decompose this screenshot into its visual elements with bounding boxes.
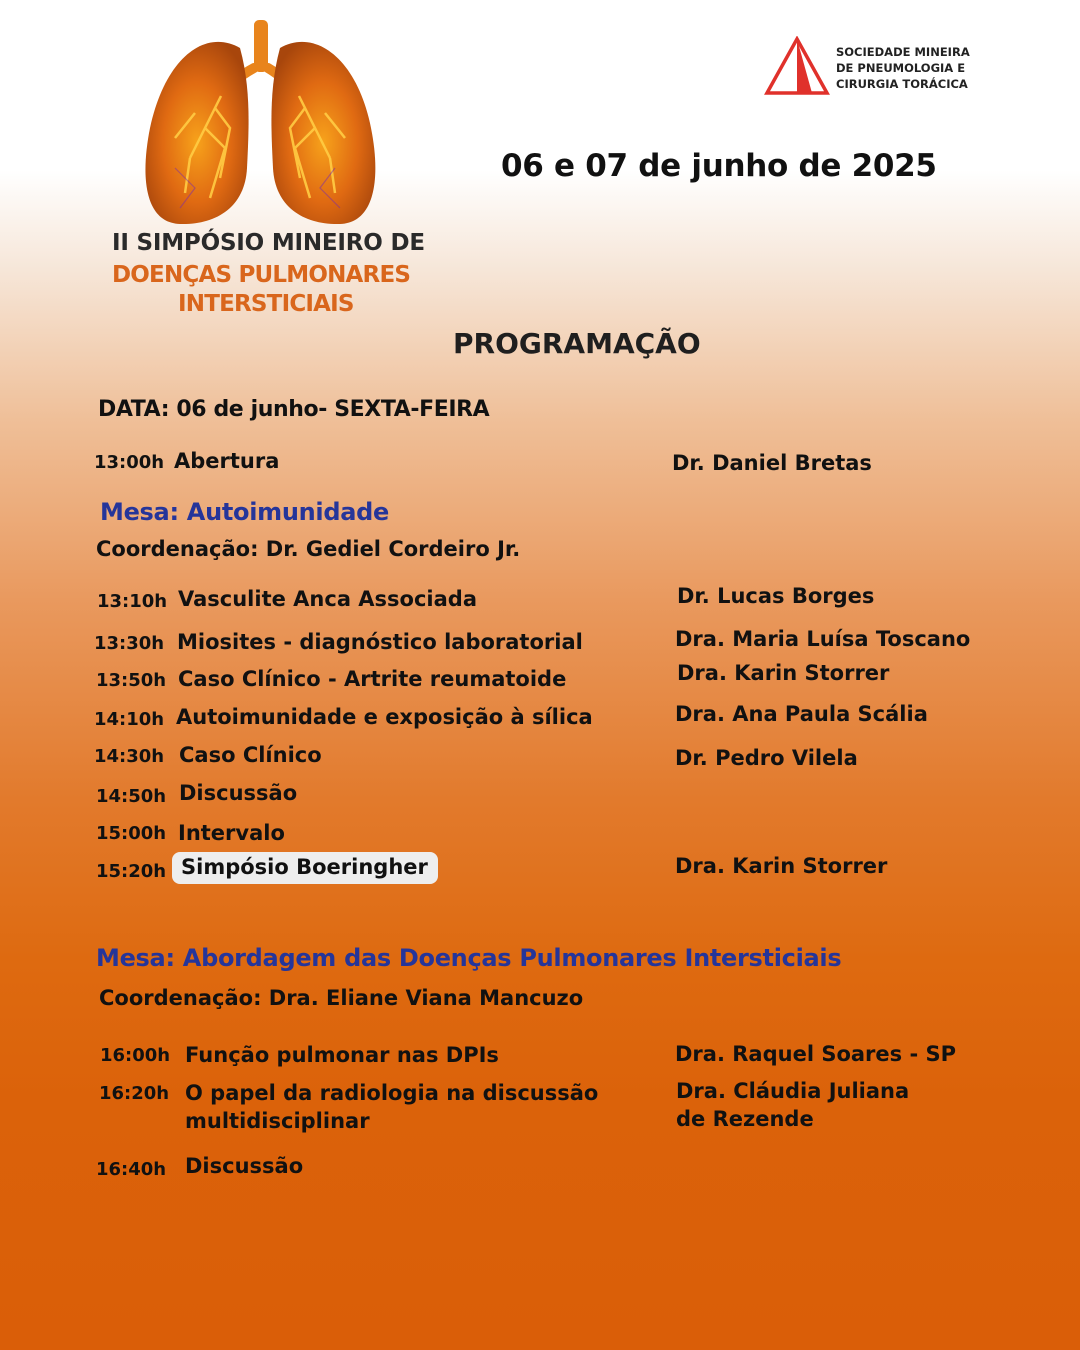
session1-item4-speaker: Dra. Ana Paula Scália — [675, 702, 928, 726]
event-dates: 06 e 07 de junho de 2025 — [501, 148, 937, 184]
session2-item1-title: Função pulmonar nas DPIs — [185, 1043, 499, 1067]
session1-item1-speaker: Dr. Lucas Borges — [677, 584, 875, 608]
session1-item5-title: Caso Clínico — [179, 743, 322, 767]
session1-item5-time: 14:30h — [94, 746, 165, 767]
session1-item2-title: Miosites - diagnóstico laboratorial — [177, 630, 583, 654]
session1-coordination: Coordenação: Dr. Gediel Cordeiro Jr. — [96, 537, 521, 561]
symposium-title-line2: DOENÇAS PULMONARES — [112, 262, 411, 288]
session1-title: Mesa: Autoimunidade — [100, 498, 389, 526]
session2-item2-speaker-line2: de Rezende — [676, 1107, 814, 1131]
session2-item3-time: 16:40h — [96, 1159, 167, 1180]
society-name-line2: DE PNEUMOLOGIA E — [836, 61, 966, 75]
session1-item1-time: 13:10h — [97, 591, 168, 612]
session1-item7-time: 15:00h — [96, 823, 167, 844]
session1-item2-time: 13:30h — [94, 633, 165, 654]
society-name-line1: SOCIEDADE MINEIRA — [836, 45, 970, 59]
society-name-line3: CIRURGIA TORÁCICA — [836, 77, 968, 91]
session1-item8-time: 15:20h — [96, 861, 167, 882]
session2-item2-title-line2: multidisciplinar — [185, 1109, 370, 1133]
society-logo-icon — [764, 36, 830, 96]
session2-item1-time: 16:00h — [100, 1045, 171, 1066]
opening-title: Abertura — [174, 449, 280, 473]
session2-item2-time: 16:20h — [99, 1083, 170, 1104]
session1-item3-speaker: Dra. Karin Storrer — [677, 661, 890, 685]
session1-item3-time: 13:50h — [96, 670, 167, 691]
lungs-illustration — [135, 18, 385, 230]
session2-item2-title — [185, 1079, 598, 1135]
symposium-title-line3: INTERSTICIAIS — [178, 291, 354, 317]
session2-item3-title: Discussão — [185, 1154, 304, 1178]
opening-time: 13:00h — [94, 452, 165, 473]
session1-item1-title: Vasculite Anca Associada — [178, 587, 477, 611]
session1-item7-title: Intervalo — [178, 821, 285, 845]
session1-item3-title: Caso Clínico - Artrite reumatoide — [178, 667, 567, 691]
opening-speaker: Dr. Daniel Bretas — [672, 451, 872, 475]
session1-item4-time: 14:10h — [94, 709, 165, 730]
session1-item6-title: Discussão — [179, 781, 298, 805]
session2-item2-speaker — [676, 1077, 909, 1133]
program-title: PROGRAMAÇÃO — [453, 327, 701, 360]
session2-item2-title-line1: O papel da radiologia na discussão — [185, 1081, 599, 1105]
society-name — [836, 44, 970, 92]
session1-item5-speaker: Dr. Pedro Vilela — [675, 746, 858, 770]
session1-item8-title-badge: Simpósio Boeringher — [172, 852, 438, 884]
session2-coordination: Coordenação: Dra. Eliane Viana Mancuzo — [99, 986, 584, 1010]
session1-item2-speaker: Dra. Maria Luísa Toscano — [675, 627, 971, 651]
symposium-title-line1: II SIMPÓSIO MINEIRO DE — [112, 230, 425, 256]
session1-item6-time: 14:50h — [96, 786, 167, 807]
session2-item2-speaker-line1: Dra. Cláudia Juliana — [676, 1079, 910, 1103]
session1-item8-speaker: Dra. Karin Storrer — [675, 854, 888, 878]
day-label: DATA: 06 de junho- SEXTA-FEIRA — [98, 397, 490, 422]
session1-item4-title: Autoimunidade e exposição à sílica — [176, 705, 593, 729]
session2-title: Mesa: Abordagem das Doenças Pulmonares Intersticiais — [96, 944, 842, 972]
session2-item1-speaker: Dra. Raquel Soares - SP — [675, 1042, 956, 1066]
